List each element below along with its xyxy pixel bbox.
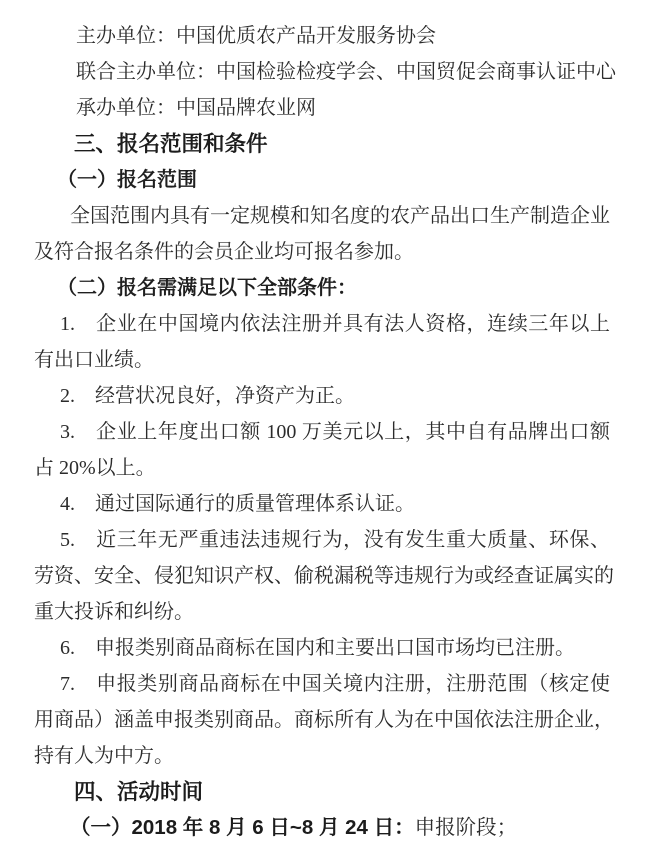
text-segment: 有出口业绩。 bbox=[34, 349, 154, 371]
text-segment: 重大投诉和纠纷。 bbox=[34, 601, 194, 623]
text-segment: 6. 申报类别商品商标在国内和主要出口国市场均已注册。 bbox=[60, 637, 575, 659]
text-segment: 持有人为中方。 bbox=[34, 745, 174, 767]
continuation-line bbox=[34, 450, 610, 486]
continuation-line bbox=[34, 558, 614, 594]
text-segment: 三、报名范围和条件 bbox=[74, 132, 268, 156]
numbered-item-line bbox=[34, 666, 610, 702]
numbered-item-line bbox=[34, 522, 610, 558]
text-segment: 申报阶段； bbox=[414, 817, 518, 839]
text-segment: 5. 近三年无严重违法违规行为，没有发生重大质量、环保、 bbox=[60, 529, 610, 551]
text-segment: 用商品）涵盖申报类别商品。商标所有人为在中国依法注册企业， bbox=[34, 709, 614, 731]
continuation-line bbox=[34, 738, 610, 774]
sub-heading-line bbox=[34, 162, 610, 198]
continuation-line bbox=[34, 594, 610, 630]
text-segment: 2. 经营状况良好，净资产为正。 bbox=[60, 385, 355, 407]
section-heading-line bbox=[34, 774, 610, 810]
continuation-line bbox=[34, 234, 610, 270]
text-segment: 1. 企业在中国境内依法注册并具有法人资格，连续三年以上 bbox=[60, 313, 610, 335]
organizer-line bbox=[34, 18, 610, 54]
text-segment: （一）2018 年 8 月 6 日~8 月 24 日： bbox=[70, 816, 415, 839]
text-segment: 及符合报名条件的会员企业均可报名参加。 bbox=[34, 241, 414, 263]
numbered-item-line bbox=[34, 414, 610, 450]
numbered-item-line bbox=[34, 306, 610, 342]
text-segment: 主办单位：中国优质农产品开发服务协会 bbox=[76, 25, 436, 47]
text-segment: （二）报名需满足以下全部条件： bbox=[57, 277, 357, 299]
continuation-line bbox=[34, 702, 614, 738]
text-segment: 劳资、安全、侵犯知识产权、偷税漏税等违规行为或经查证属实的 bbox=[34, 565, 614, 587]
text-segment: 占 20%以上。 bbox=[34, 457, 156, 479]
section-heading-line bbox=[34, 126, 610, 162]
numbered-item-line bbox=[34, 486, 610, 522]
sub-heading-line bbox=[34, 270, 610, 306]
sub-heading-date-line bbox=[34, 810, 610, 846]
text-segment: 4. 通过国际通行的质量管理体系认证。 bbox=[60, 493, 415, 515]
text-segment: 全国范围内具有一定规模和知名度的农产品出口生产制造企业 bbox=[70, 205, 610, 227]
text-segment: 7. 申报类别商品商标在中国关境内注册，注册范围（核定使 bbox=[60, 673, 610, 695]
text-segment: （一）报名范围 bbox=[57, 169, 197, 191]
text-segment: 3. 企业上年度出口额 100 万美元以上，其中自有品牌出口额 bbox=[60, 421, 610, 443]
text-segment: 联合主办单位：中国检验检疫学会、中国贸促会商事认证中心 bbox=[76, 61, 616, 83]
numbered-item-line bbox=[34, 630, 610, 666]
text-segment: 四、活动时间 bbox=[74, 780, 204, 804]
continuation-line bbox=[34, 342, 610, 378]
paragraph-start-line bbox=[34, 198, 610, 234]
numbered-item-line bbox=[34, 378, 610, 414]
text-segment: 承办单位：中国品牌农业网 bbox=[76, 97, 316, 119]
organizer-line bbox=[34, 90, 610, 126]
organizer-line bbox=[34, 54, 616, 90]
